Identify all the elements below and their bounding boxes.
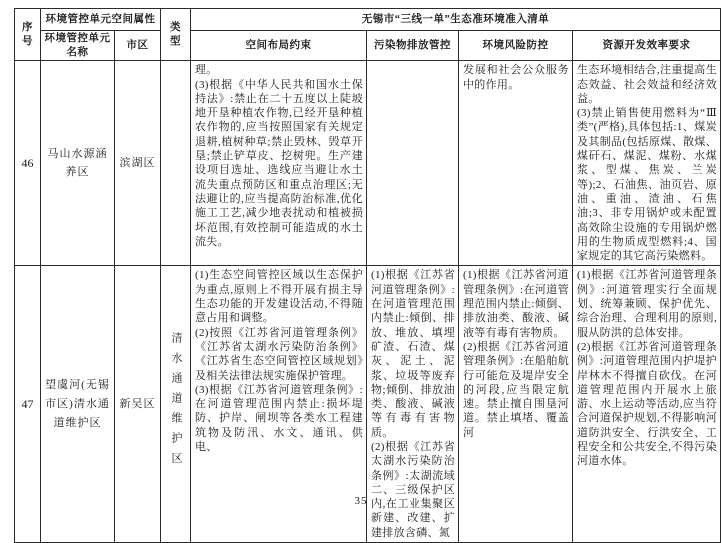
cell-type <box>161 61 191 266</box>
header-row-group <box>15 9 721 31</box>
cell-layout: (1)生态空间管控区域以生态保护为重点,原则上不得开展有损主导生态功能的开发建设活动,不得随意占用和调整。 (2)按照《江苏省河道管理条例》《江苏省太湖水污染防治条例》《江苏省生态空间管控区域规划》及相关法律法规实施保护管理。 (3)根据《江苏省河道管理条例》:在河道管理范围内禁止:损坏堤防、护岸、闸坝等各类水工程建筑物及防汛、水文、通讯、供电、 <box>191 266 367 543</box>
cell-seq: 46 <box>15 61 41 266</box>
header-type: 类型 <box>161 9 191 61</box>
cell-resource: (1)根据《江苏省河道管理条例》:河道管理实行全面规划、统筹兼顾、保护优先、综合治理、合理利用的原则,服从防洪的总体安排。 (2)根据《江苏省河道管理条例》:河道管理范围内护堤护岸林木不得擅自砍伐。在河道管理范围内开展水上旅游、水上运动等活动,应当符合河道保护规划,不得影响河道防洪安全、行洪安全、工程安全和公共安全,不得污染河道水体。 <box>573 266 721 543</box>
header-list-group: 无锡市“三线一单”生态准环境准入清单 <box>191 9 721 31</box>
cell-seq: 47 <box>15 266 41 543</box>
cell-risk: (1)根据《江苏省河道管理条例》:在河道管理范围内禁止:倾倒、排放油类、酸液、碱液等有毒有害物质。 (2)根据《江苏省河道管理条例》:在船舶航行可能危及堤岸安全的河段,应当限定航速。禁止擅自围垦河道。禁止填堵、覆盖河 <box>459 266 573 543</box>
cell-district: 新吴区 <box>115 266 161 543</box>
header-spatial-group: 环境管控单元空间属性 <box>41 9 161 31</box>
type-label: 清水通道维护区 <box>170 331 182 472</box>
header-seq: 序号 <box>15 9 41 61</box>
cell-layout: 理。 (3)根据《中华人民共和国水土保持法》:禁止在二十五度以上陡坡地开垦种植农作物,已经开垦种植农作物的,应当按照国家有关规定退耕,植树种草;禁止毁林、毁草开垦;禁止铲草皮、挖树兜。生产建设项目选址、选线应当避让水土流失重点预防区和重点治理区;无法避让的,应当提高防治标准,优化施工工艺,减少地表扰动和植被损坏范围,有效控制可能造成的水土流失。 <box>191 61 367 266</box>
header-risk: 环境风险防控 <box>459 31 573 61</box>
cell-resource: 生态环境相结合,注重提高生态效益、社会效益和经济效益。 (3)禁止销售使用燃料为“Ⅲ类”(严格),具体包括:1、煤炭及其制品(包括原煤、散煤、煤矸石、煤泥、煤粉、水煤浆、型煤、焦炭、兰炭等);2、石油焦、油页岩、原油、重油、渣油、石焦油;3、非专用锅炉或未配置高效除尘设施的专用锅炉燃用的生物质成型燃料;4、国家规定的其它高污染燃料。 <box>573 61 721 266</box>
header-layout: 空间布局约束 <box>191 31 367 61</box>
header-district: 市区 <box>115 31 161 61</box>
header-resource: 资源开发效率要求 <box>573 31 721 61</box>
cell-unit-name: 马山水源涵养区 <box>41 61 115 266</box>
table-row <box>15 61 721 266</box>
cell-pollution: (1)根据《江苏省河道管理条例》:在河道管理范围内禁止:倾倒、排放、堆放、填埋矿渣、石渣、煤灰、泥土、泥浆、垃圾等废弃物;倾倒、排放油类、酸液、碱液等有毒有害物质。 (2)根据《江苏省太湖水污染防治条例》:太湖流域二、三级保护区内,在工业集聚区新建、改建、扩建排放含磷、氮 <box>367 266 459 543</box>
header-row-columns <box>15 31 721 61</box>
page-number: 35 <box>354 495 368 507</box>
cell-risk: 发展和社会公众服务中的作用。 <box>459 61 573 266</box>
cell-district: 滨湖区 <box>115 61 161 266</box>
header-pollution: 污染物排放管控 <box>367 31 459 61</box>
header-unit-name: 环境管控单元名称 <box>41 31 115 61</box>
access-list-table <box>14 8 721 543</box>
cell-pollution <box>367 61 459 266</box>
cell-unit-name: 望虞河(无锡市区)清水通道维护区 <box>41 266 115 543</box>
